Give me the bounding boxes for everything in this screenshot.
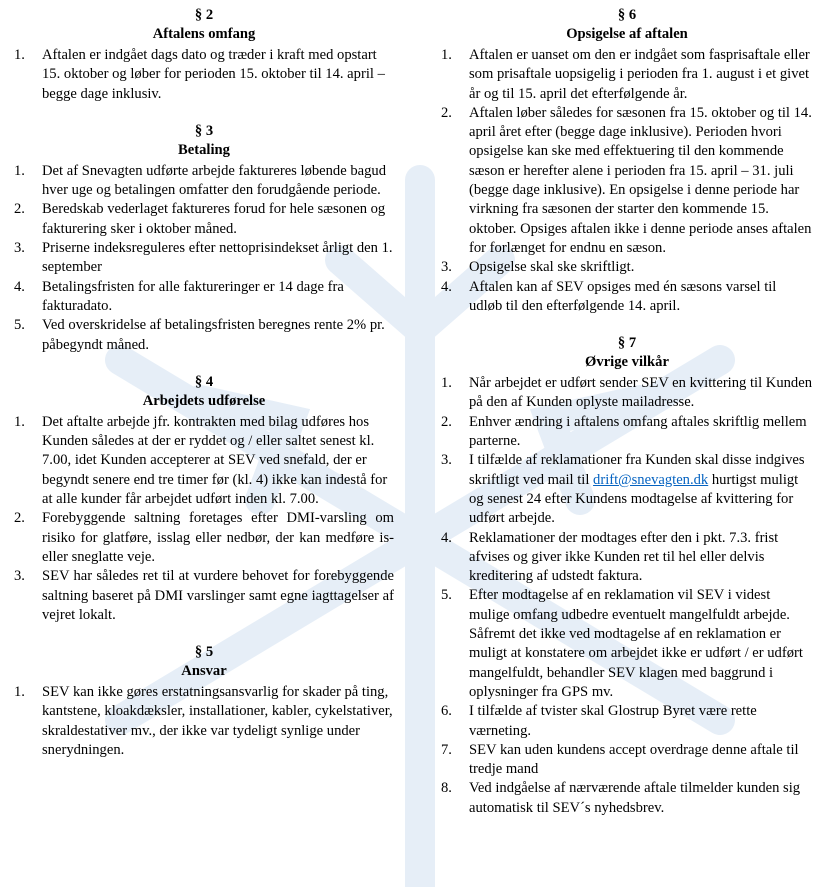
list-item: 3. Priserne indeksreguleres efter nettoprisindekset årligt den 1. september (14, 240, 393, 276)
list-item: 2. Aftalen løber således for sæsonen fra 15. oktober og til 14. april året efter (begge dage inklusive). Perioden hvori opsigelse kan ske med effektuering til den kommende sæson er herefter alene i perioden fra 15. april – 31. juli (begge dage inklusive). En opsigelse i denne periode har virkning fra sæsonen der starter den kommende 15. oktober. Opsiges aftalen ikke i denne periode anses aftalen for forlænget for endnu en sæson. (441, 104, 812, 256)
section-4 (14, 373, 394, 625)
section-title: Opsigelse af aftalen (566, 26, 688, 42)
list-item: 5. Efter modtagelse af en reklamation vil SEV i videst mulige omfang udbedre eventuelt mangelfuldt arbejde. Såfremt det ikke ved modtagelse af en reklamation er muligt at konstatere om arbejdet ikke er udført / er udført mangelfuldt, behandler SEV klagen med baggrund i oplysninger fra GPS mv. (441, 587, 803, 700)
list-item: 1. Når arbejdet er udført sender SEV en kvittering til Kunden på den af Kunden oplyste mailadresse. (441, 375, 812, 411)
list-item: 4. Betalingsfristen for alle faktureringer er 14 dage fra fakturadato. (14, 278, 344, 314)
section-number: § 2 (194, 7, 214, 23)
section-number: § 4 (194, 373, 214, 390)
section-7 (441, 334, 813, 818)
list-item: 1. Aftalen er uanset om den er indgået som fasprisaftale eller som prisaftale uopsigelig i perioden fra 1. august i et givet år og til 15. april det efterfølgende år. (441, 47, 810, 102)
list-item: 1. Aftalen er indgået dags dato og træder i kraft med opstart 15. oktober og løber for perioden 15. oktober til 14. april – begge dage inklusiv. (14, 47, 385, 102)
list-item: 8. Ved indgåelse af nærværende aftale tilmelder kunden sig automatisk til SEV´s nyhedsbrev. (441, 780, 801, 816)
list-item: 1. SEV kan ikke gøres erstatningsansvarlig for skader på ting, kantstene, kloakdæksler, installationer, kabler, cykelstativer, skraldestativer mv., der ikke var tydeligt synlige under snerydningen. (14, 684, 393, 759)
list-item: 1. Det af Snevagten udførte arbejde faktureres løbende bagud hver uge og betalingen omfatter den forudgående periode. (14, 162, 387, 199)
list-item: 2. Enhver ændring i aftalens omfang aftales skriftlig mellem parterne. (441, 413, 807, 450)
section-3 (14, 122, 394, 355)
list-item: 6. I tilfælde af tvister skal Glostrup Byret være rette værneting. (441, 703, 757, 739)
list-item: 3. SEV har således ret til at vurdere behovet for forebyggende saltning baseret på DMI varslinger samt egne iagttagelser af vejret lokalt. (14, 568, 394, 623)
list-item: 7. SEV kan uden kundens accept overdrage denne aftale til tredje mand (441, 741, 799, 778)
list-item: 2. Forebyggende saltning foretages efter DMI-varsling om risiko for glatføre, isslag eller nedbør, der kan medføre is- eller sneglatte veje. (14, 510, 394, 565)
list-item: 3. Opsigelse skal ske skriftligt. (441, 259, 635, 276)
section-number: § 5 (194, 644, 214, 661)
section-number: § 7 (617, 335, 637, 352)
list-item: 2. Beredskab vederlaget faktureres forud for hele sæsonen og fakturering sker i oktober måned. (14, 201, 386, 237)
section-6 (441, 6, 813, 316)
section-number: § 6 (617, 7, 637, 23)
section-title: Aftalens omfang (152, 26, 256, 42)
section-title: Arbejdets udførelse (142, 392, 266, 409)
section-number: § 3 (194, 122, 214, 139)
list-item: 4. Aftalen kan af SEV opsiges med én sæsons varsel til udløb til den efterfølgende 14. april. (441, 278, 777, 314)
email-link[interactable]: drift@snevagten.dk (593, 471, 709, 488)
section-2 (14, 6, 394, 104)
left-column (14, 6, 394, 760)
section-title: Øvrige vilkår (585, 354, 669, 371)
section-title: Betaling (178, 141, 230, 158)
list-item: 4. Reklamationer der modtages efter den i pkt. 7.3. frist afvises og giver ikke Kunden ret til hel eller delvis kreditering af udstedt faktura. (441, 529, 779, 585)
list-item: 5. Ved overskridelse af betalingsfristen beregnes rente 2% pr. påbegyndt måned. (14, 317, 385, 353)
right-column (441, 6, 813, 818)
section-5 (14, 643, 394, 760)
list-item: 1. Det aftalte arbejde jfr. kontrakten med bilag udføres hos Kunden således at der er ryddet og / eller saltet senest kl. 7.00, idet Kunden accepterer at SEV ved snefald, der er begyndt senere end tre timer før (kl. 4) ikke kan indestå for at alle kunder får arbejdet udført inden kl. 7.00. (14, 413, 388, 508)
list-item: 3. I tilfælde af reklamationer fra Kunden skal disse indgives skriftligt ved mail til drift@snevagten.dk hurtigst muligt og senest 24 efter Kundens modtagelse af kvittering for udført arbejde. (441, 452, 805, 527)
section-title: Ansvar (181, 663, 227, 680)
